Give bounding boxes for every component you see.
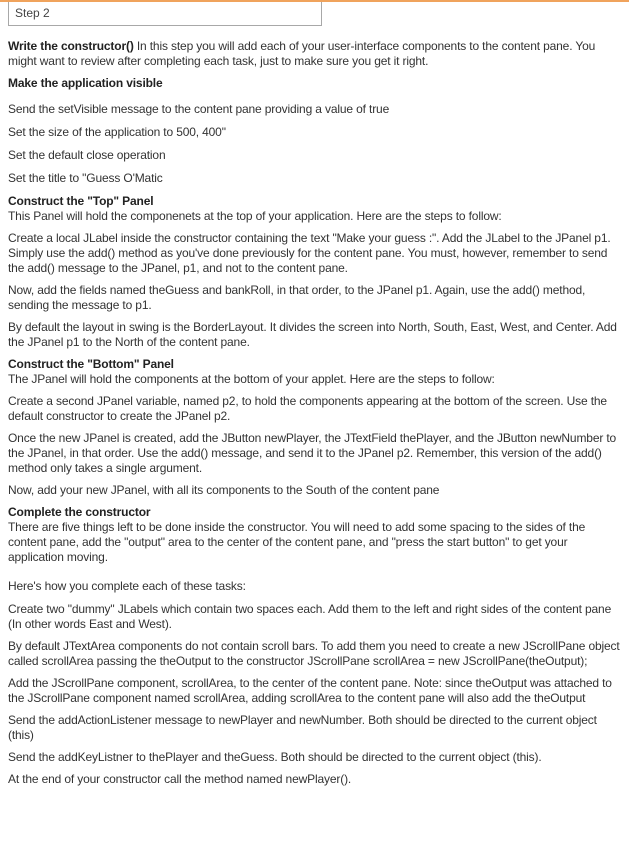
- complete-paragraph: At the end of your constructor call the method named newPlayer().: [8, 772, 352, 786]
- complete-paragraph: Create two "dummy" JLabels which contain two spaces each. Add them to the left and right sides of the content pane (In other words East and West).: [8, 602, 612, 631]
- visible-item: Set the size of the application to 500, 400": [8, 125, 226, 139]
- top-panel-paragraph: Now, add the fields named theGuess and bankRoll, in that order, to the JPanel p1. Again, use the add() method, sending the message to p1.: [8, 283, 586, 312]
- visible-item: Set the default close operation: [8, 148, 166, 162]
- bottom-panel-lead: The JPanel will hold the components at the bottom of your applet. Here are the steps to follow:: [8, 372, 495, 386]
- top-panel-lead: This Panel will hold the componenets at the top of your application. Here are the steps to follow:: [8, 209, 502, 223]
- bottom-panel-heading: Construct the "Bottom" Panel: [8, 357, 174, 371]
- bottom-panel-paragraph: Create a second JPanel variable, named p2, to hold the components appearing at the bottom of the screen. Use the default constructor to create the JPanel p2.: [8, 394, 607, 423]
- complete-paragraph: By default JTextArea components do not contain scroll bars. To add them you need to create a new JScrollPane object called scrollArea passing the theOutput to the constructor JScrollPane scrollArea = new JScrollPane(theOutput);: [8, 639, 620, 668]
- step-label: Step 2: [15, 6, 50, 20]
- intro-bold: Write the constructor(): [8, 39, 134, 53]
- intro-text: In this step you will add each of your user-interface components to the content pane. You might want to review after completing each task, just to make sure you get it right.: [8, 39, 596, 68]
- complete-lead: There are five things left to be done inside the constructor. You will need to add some spacing to the sides of the content pane, add the "output" area to the center of the content pane, and "press the start button" to get your application moving.: [8, 520, 586, 564]
- instructions-content: [8, 39, 623, 794]
- top-panel-heading: Construct the "Top" Panel: [8, 194, 154, 208]
- top-panel-paragraph: Create a local JLabel inside the constructor containing the text "Make your guess :". Add the JLabel to the JPanel p1. Simply use the add() method as you've done previously for the content pane. You must, however, remember to send the add() message to the JPanel, p1, and not to the content pane.: [8, 231, 611, 275]
- visible-item: Send the setVisible message to the content pane providing a value of true: [8, 102, 390, 116]
- complete-howto: Here's how you complete each of these tasks:: [8, 579, 246, 593]
- complete-heading: Complete the constructor: [8, 505, 151, 519]
- visible-heading: Make the application visible: [8, 76, 163, 90]
- bottom-panel-paragraph: Now, add your new JPanel, with all its components to the South of the content pane: [8, 483, 440, 497]
- complete-paragraph: Add the JScrollPane component, scrollArea, to the center of the content pane. Note: since theOutput was attached to the JScrollPane component named scrollArea, adding scrollArea to the content pane will also add the theOutput: [8, 676, 612, 705]
- intro-paragraph: [8, 39, 623, 69]
- step-label-box: [8, 2, 322, 26]
- top-panel-paragraph: By default the layout in swing is the BorderLayout. It divides the screen into North, South, East, West, and Center. Add the JPanel p1 to the North of the content pane.: [8, 320, 617, 349]
- bottom-panel-paragraph: Once the new JPanel is created, add the JButton newPlayer, the JTextField thePlayer, and the JButton newNumber to the JPanel, in that order. Use the add() message, and send it to the JPanel p2. Remember, this version of the add() method only takes a single argument.: [8, 431, 617, 475]
- complete-paragraph: Send the addKeyListner to thePlayer and theGuess. Both should be directed to the current object (this).: [8, 750, 542, 764]
- complete-paragraph: Send the addActionListener message to newPlayer and newNumber. Both should be directed to the current object (this): [8, 713, 597, 742]
- visible-item: Set the title to "Guess O'Matic: [8, 171, 163, 185]
